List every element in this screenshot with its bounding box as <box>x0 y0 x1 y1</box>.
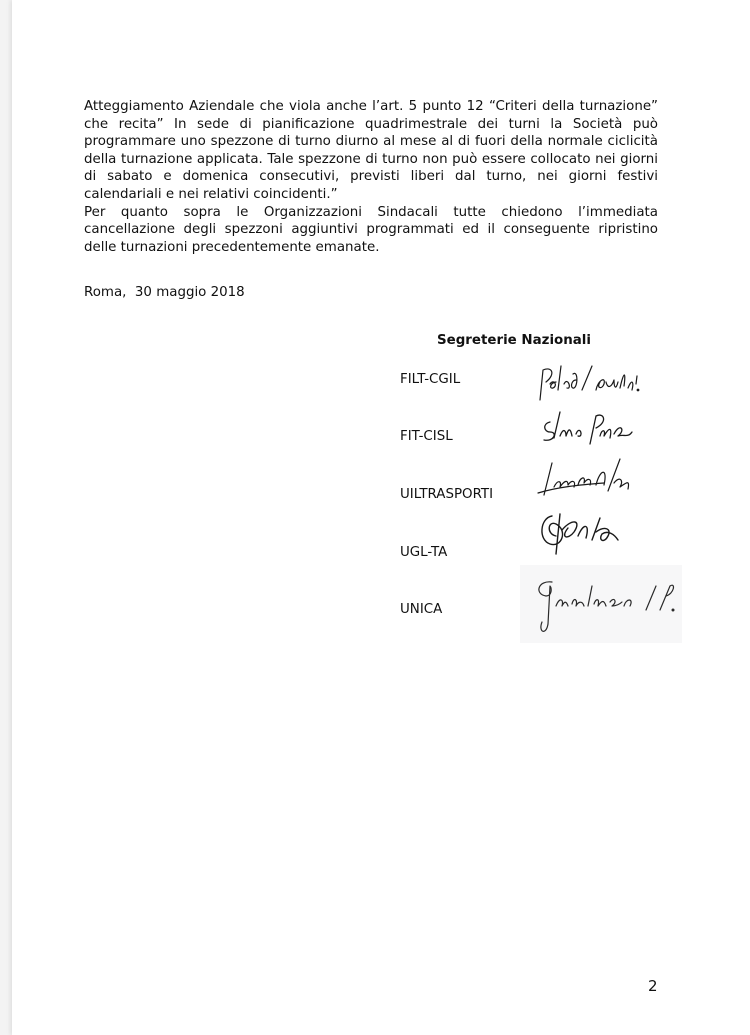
org-uiltrasporti: UILTRASPORTI <box>400 487 494 502</box>
org-unica: UNICA <box>400 602 443 617</box>
org-fit-cisl: FIT-CISL <box>400 429 453 444</box>
body-text <box>84 98 658 256</box>
page-number: 2 <box>648 977 658 995</box>
date-line: Roma, 30 maggio 2018 <box>84 285 245 300</box>
paragraph-articolo: Atteggiamento Aziendale che viola anche l’art. 5 punto 12 “Criteri della turnazione” che recita” In sede di pianificazione quadrimestrale dei turni la Società può programmare uno spezzone di turno diurno al mese al di fuori della normale ciclicità della turnazione applicata. Tale spezzone di turno non può essere collocato nei giorni di sabato e domenica consecutivi, previsti liberi dal turno, nei giorni festivi calendariali e nei relativi coincidenti.” <box>84 99 658 202</box>
org-filt-cgil: FILT-CGIL <box>400 372 461 387</box>
signature-uiltrasporti <box>534 455 634 505</box>
signature-ugl-ta <box>538 510 622 558</box>
signatories-heading: Segreterie Nazionali <box>437 333 591 348</box>
document-page <box>12 0 750 1035</box>
signature-filt-cgil <box>534 360 646 406</box>
org-ugl-ta: UGL-TA <box>400 545 448 560</box>
paragraph-richiesta: Per quanto sopra le Organizzazioni Sindacali tutte chiedono l’immediata cancellazione degli spezzoni aggiuntivi programmati ed il conseguente ripristino delle turnazioni precedentemente emanate. <box>84 204 658 255</box>
signature-fit-cisl <box>540 408 636 450</box>
signature-unica <box>530 572 680 638</box>
